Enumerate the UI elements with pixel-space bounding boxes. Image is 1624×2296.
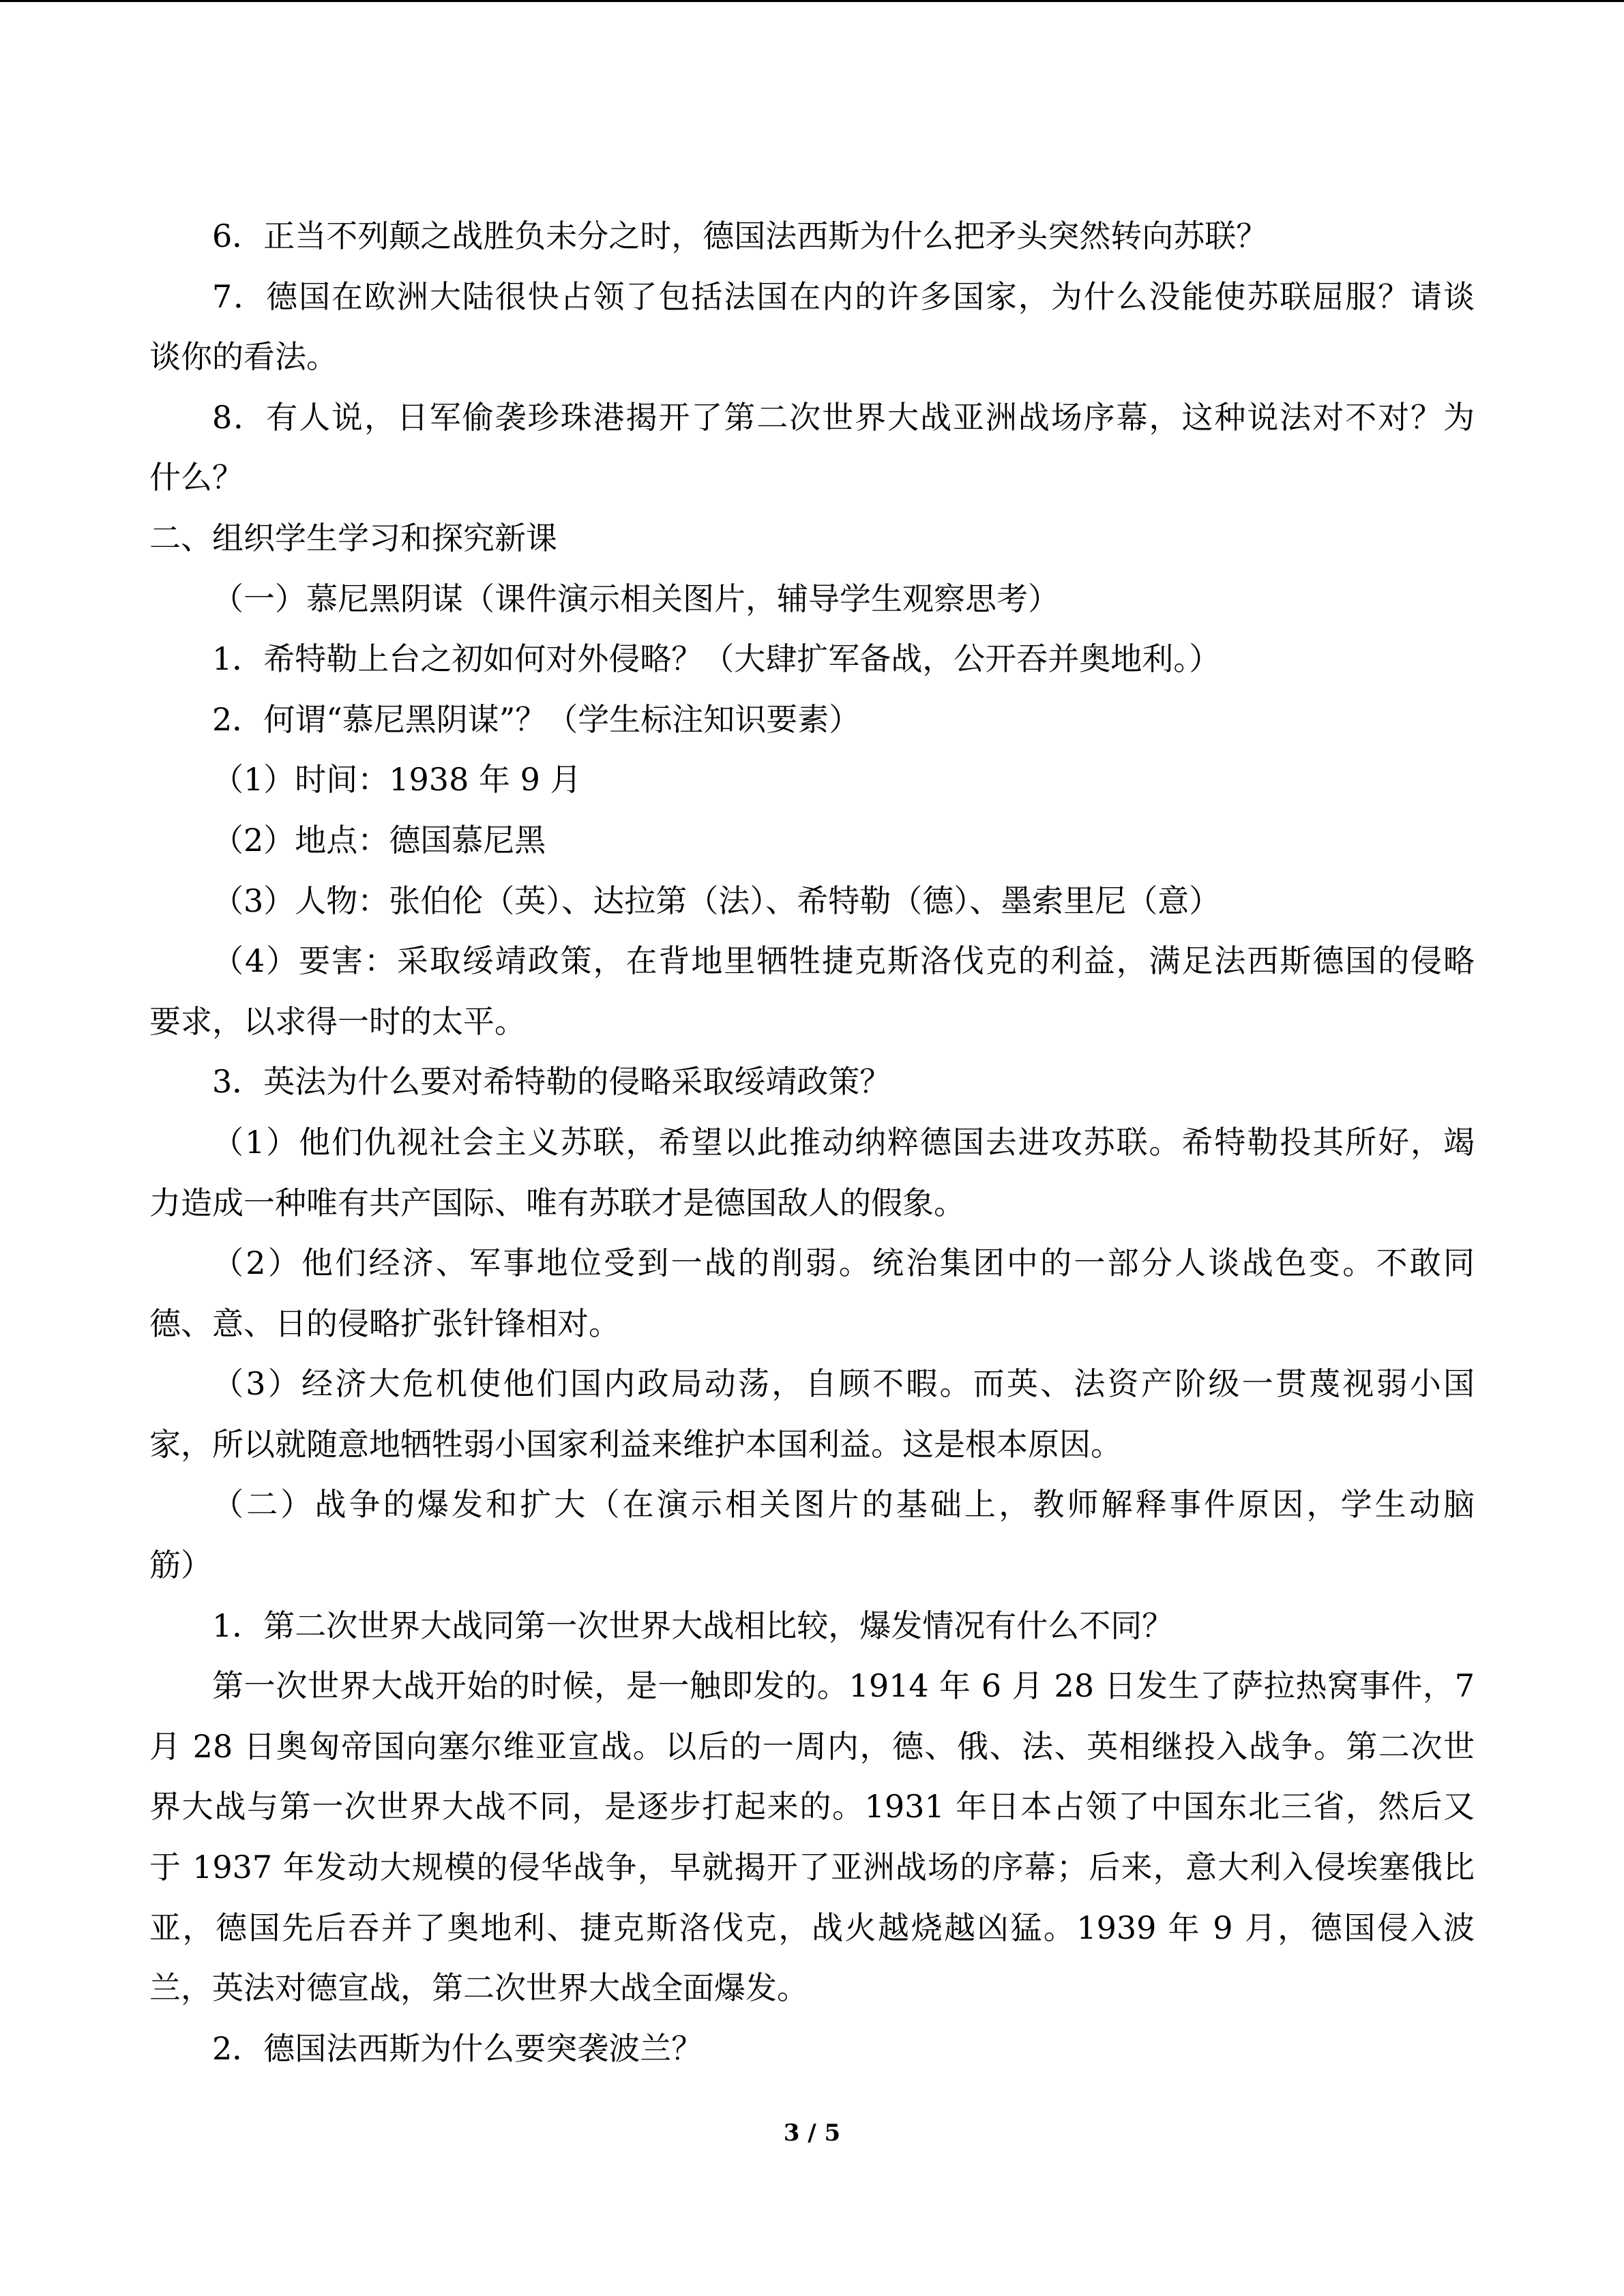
reason-2-line-2: 德、意、日的侵略扩张针锋相对。 — [149, 1304, 620, 1342]
question-8-line-2: 什么？ — [149, 459, 243, 496]
munich-question-3: 3．英法为什么要对希特勒的侵略采取绥靖政策？ — [212, 1063, 891, 1101]
page-number: 3 / 5 — [783, 2119, 841, 2147]
war-answer-line-1: 第一次世界大战开始的时候，是一触即发的。1914 年 6 月 28 日发生了萨拉热窝事件，7 — [212, 1667, 1475, 1705]
reason-3-line-2: 家，所以就随意地牺牲弱小国家利益来维护本国利益。这是根本原因。 — [149, 1425, 1122, 1463]
war-question-1: 1．第二次世界大战同第一次世界大战相比较，爆发情况有什么不同？ — [212, 1607, 1174, 1644]
reason-3-line-1: （3）经济大危机使他们国内政局动荡，自顾不暇。而英、法资产阶级一贯蔑视弱小国 — [212, 1365, 1475, 1403]
war-answer-line-2: 月 28 日奥匈帝国向塞尔维亚宣战。以后的一周内，德、俄、法、英相继投入战争。第二次世 — [149, 1727, 1475, 1765]
section-heading-2: 二、组织学生学习和探究新课 — [149, 519, 557, 556]
document-body — [149, 206, 1475, 2078]
war-answer-line-5: 亚，德国先后吞并了奥地利、捷克斯洛伐克，战火越烧越凶猛。1939 年 9 月，德国侵入波 — [149, 1909, 1475, 1946]
header-rule — [0, 0, 1624, 2]
munich-place: （2）地点：德国慕尼黑 — [212, 821, 546, 859]
munich-question-1: 1．希特勒上台之初如何对外侵略？（大肆扩军备战，公开吞并奥地利。） — [212, 640, 1221, 678]
subsection-heading-war-line-2: 筋） — [149, 1547, 212, 1584]
reason-1-line-1: （1）他们仇视社会主义苏联，希望以此推动纳粹德国去进攻苏联。希特勒投其所好，竭 — [212, 1123, 1475, 1161]
subsection-heading-munich: （一）慕尼黑阴谋（课件演示相关图片，辅导学生观察思考） — [212, 580, 1059, 617]
reason-1-line-2: 力造成一种唯有共产国际、唯有苏联才是德国敌人的假象。 — [149, 1184, 965, 1221]
war-answer-line-3: 界大战与第一次世界大战不同，是逐步打起来的。1931 年日本占领了中国东北三省，然后又 — [149, 1788, 1475, 1825]
munich-essence-line-2: 要求，以求得一时的太平。 — [149, 1002, 526, 1040]
munich-people: （3）人物：张伯伦（英）、达拉第（法）、希特勒（德）、墨索里尼（意） — [212, 882, 1221, 919]
subsection-heading-war-line-1: （二）战争的爆发和扩大（在演示相关图片的基础上，教师解释事件原因，学生动脑 — [212, 1486, 1475, 1523]
munich-time: （1）时间：1938 年 9 月 — [212, 761, 582, 799]
munich-essence-line-1: （4）要害：采取绥靖政策，在背地里牺牲捷克斯洛伐克的利益，满足法西斯德国的侵略 — [212, 942, 1475, 980]
question-7-line-1: 7．德国在欧洲大陆很快占领了包括法国在内的许多国家，为什么没能使苏联屈服？请谈 — [212, 278, 1475, 315]
question-8-line-1: 8．有人说，日军偷袭珍珠港揭开了第二次世界大战亚洲战场序幕，这种说法对不对？为 — [212, 398, 1475, 436]
war-answer-line-4: 于 1937 年发动大规模的侵华战争，早就揭开了亚洲战场的序幕；后来，意大利入侵埃塞俄比 — [149, 1849, 1475, 1886]
war-question-2: 2．德国法西斯为什么要突袭波兰？ — [212, 2029, 703, 2067]
war-answer-line-6: 兰，英法对德宣战，第二次世界大战全面爆发。 — [149, 1969, 808, 2007]
munich-question-2: 2．何谓“慕尼黑阴谋”？（学生标注知识要素） — [212, 700, 861, 738]
question-7-line-2: 谈你的看法。 — [149, 338, 338, 376]
question-6: 6．正当不列颠之战胜负未分之时，德国法西斯为什么把矛头突然转向苏联？ — [212, 218, 1268, 254]
reason-2-line-1: （2）他们经济、军事地位受到一战的削弱。统治集团中的一部分人谈战色变。不敢同 — [212, 1244, 1475, 1282]
